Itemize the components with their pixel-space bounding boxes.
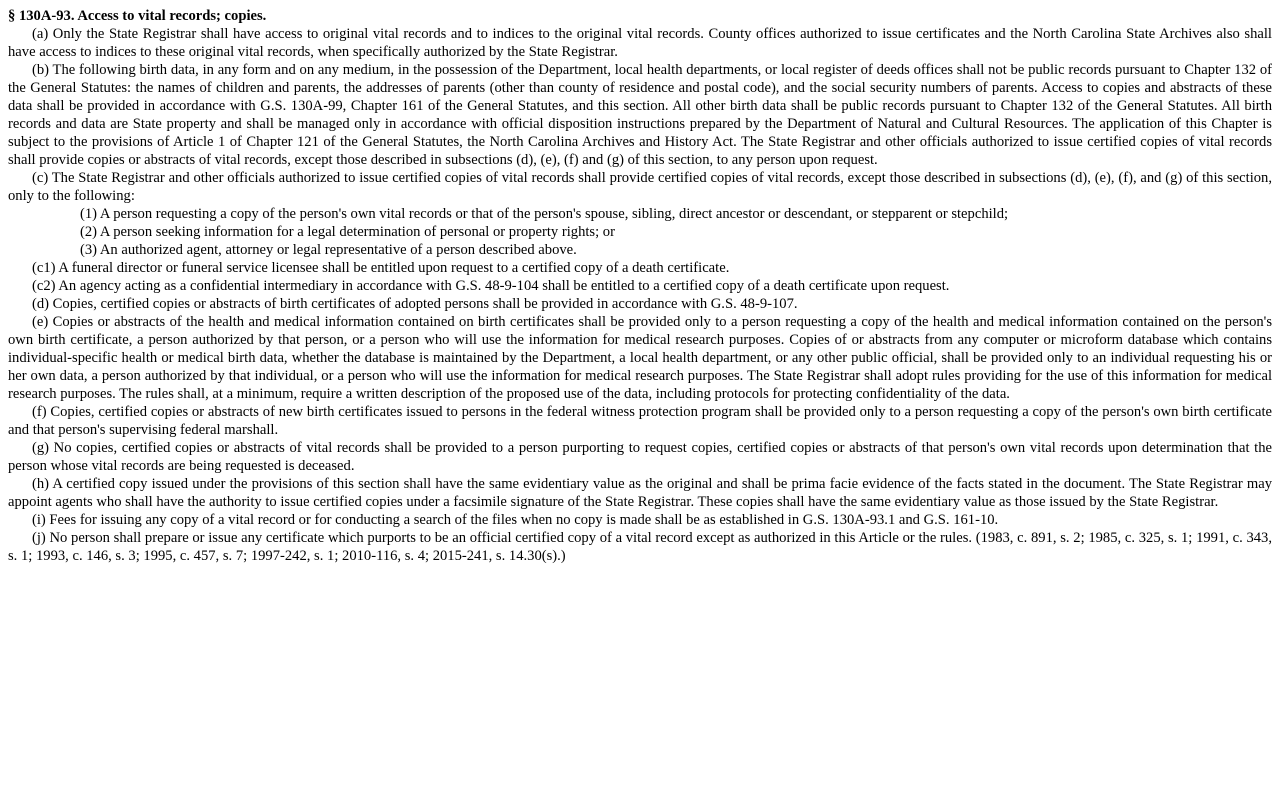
subsection-f: (f) Copies, certified copies or abstracts of new birth certificates issued to persons in the federal witness protection program shall be provided only to a person requesting a copy of the person's own birth certificate and that person's supervising federal marshall. <box>8 404 1272 438</box>
subsection-h: (h) A certified copy issued under the provisions of this section shall have the same evidentiary value as the original and shall be prima facie evidence of the facts stated in the document. The State Registrar may appoint agents who shall have the authority to issue certified copies under a facsimile signature of the State Registrar. These copies shall have the same evidentiary value as those issued by the State Registrar. <box>8 476 1272 510</box>
subsection-e: (e) Copies or abstracts of the health and medical information contained on birth certificates shall be provided only to a person requesting a copy of the health and medical information contained on the person's own birth certificate, a person authorized by that person, or a person who will use the information for medical research purposes. Copies of or abstracts from any computer or microform database which contains individual-specific health or medical birth data, whether the database is maintained by the Department, a local health department, or any other public official, shall be provided only to an individual requesting his or her own data, a person authorized by that individual, or a person who will use the information for medical research purposes. The State Registrar shall adopt rules providing for the use of this information for medical research purposes. The rules shall, at a minimum, require a written description of the proposed use of the data, including protocols for protecting confidentiality of the data. <box>8 314 1272 402</box>
subsection-i: (i) Fees for issuing any copy of a vital record or for conducting a search of the files when no copy is made shall be as established in G.S. 130A-93.1 and G.S. 161-10. <box>32 512 999 528</box>
subsection-d: (d) Copies, certified copies or abstracts of birth certificates of adopted persons shall be provided in accordance with G.S. 48-9-107. <box>32 296 798 312</box>
subsection-c1: (c1) A funeral director or funeral service licensee shall be entitled upon request to a certified copy of a death certificate. <box>32 260 730 276</box>
subsection-c-item-1: (1) A person requesting a copy of the person's own vital records or that of the person's spouse, sibling, direct ancestor or descendant, or stepparent or stepchild; <box>80 206 1009 222</box>
subsection-g: (g) No copies, certified copies or abstracts of vital records shall be provided to a person purporting to request copies, certified copies or abstracts of that person's own vital records upon determination that the person whose vital records are being requested is deceased. <box>8 440 1272 474</box>
subsection-a: (a) Only the State Registrar shall have access to original vital records and to indices to the original vital records. County offices authorized to issue certificates and the North Carolina State Archives also shall have access to indices to these original vital records, when specifically authorized by the State Registrar. <box>8 26 1272 60</box>
subsection-c-item-2: (2) A person seeking information for a legal determination of personal or property rights; or <box>80 224 615 240</box>
subsection-b: (b) The following birth data, in any form and on any medium, in the possession of the Department, local health departments, or local register of deeds offices shall not be public records pursuant to Chapter 132 of the General Statutes: the names of children and parents, the addresses of parents (other than county of residence and postal code), and the social security numbers of parents. Access to copies and abstracts of these data shall be provided in accordance with G.S. 130A-99, Chapter 161 of the General Statutes, and this section. All other birth data shall be public records pursuant to Chapter 132 of the General Statutes. All birth records and data are State property and shall be managed only in accordance with official disposition instructions prepared by the Department of Natural and Cultural Resources. The application of this Chapter is subject to the provisions of Article 1 of Chapter 121 of the General Statutes, the North Carolina Archives and History Act. The State Registrar and other officials authorized to issue certified copies of vital records shall provide copies or abstracts of vital records, except those described in subsections (d), (e), (f) and (g) of this section, to any person upon request. <box>8 62 1272 168</box>
subsection-c: (c) The State Registrar and other officials authorized to issue certified copies of vital records shall provide certified copies of vital records, except those described in subsections (d), (e), (f), and (g) of this section, only to the following: <box>8 170 1272 204</box>
subsection-j: (j) No person shall prepare or issue any certificate which purports to be an official certified copy of a vital record except as authorized in this Article or the rules. (1983, c. 891, s. 2; 1985, c. 325, s. 1; 1991, c. 343, s. 1; 1993, c. 146, s. 3; 1995, c. 457, s. 7; 1997-242, s. 1; 2010-116, s. 4; 2015-241, s. 14.30(s).) <box>8 530 1272 564</box>
subsection-c2: (c2) An agency acting as a confidential intermediary in accordance with G.S. 48-9-104 shall be entitled to a certified copy of a death certificate upon request. <box>32 278 950 294</box>
statute-document <box>8 7 1272 565</box>
subsection-c-item-3: (3) An authorized agent, attorney or legal representative of a person described above. <box>80 242 577 258</box>
section-heading: § 130A-93. Access to vital records; copies. <box>8 8 267 24</box>
